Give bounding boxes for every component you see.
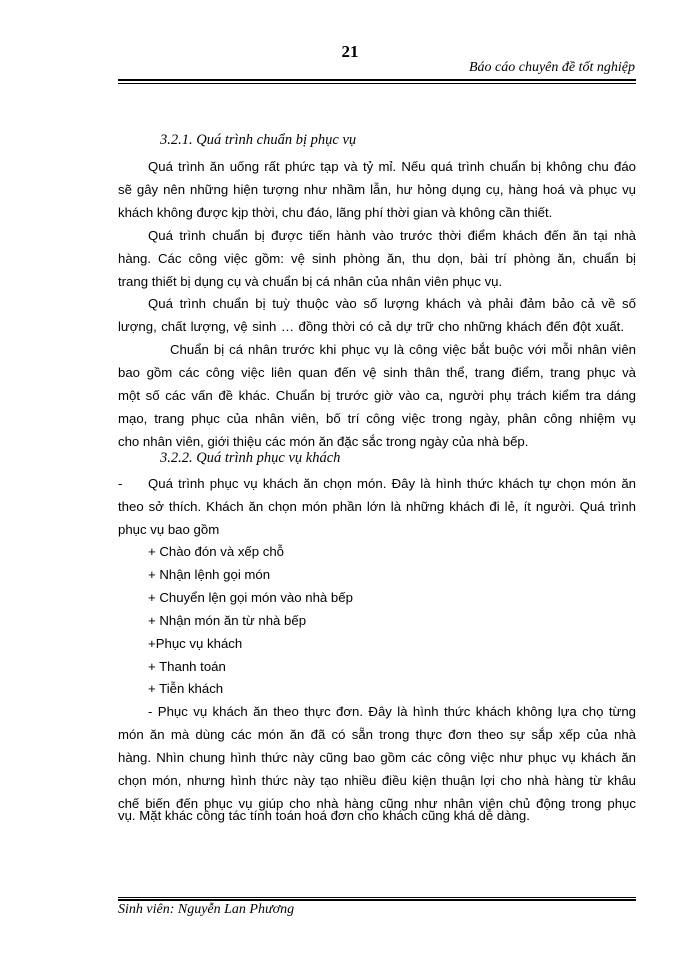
page-number: 21 <box>341 42 359 61</box>
paragraph-line: phục vụ bao gồm <box>118 522 220 537</box>
paragraph-line: Quá trình chuẩn bị được tiến hành vào trước thời điểm khách đến ăn tại nhà <box>148 228 636 243</box>
paragraph-line: cho nhân viên, giới thiệu các món ăn đặc sắc trong ngày của nhà bếp. <box>118 434 529 449</box>
footer-student: Sinh viên: Nguyễn Lan Phương <box>118 902 295 917</box>
list-item: + Chào đón và xếp chỗ <box>148 544 285 559</box>
paragraph-line: - Phục vụ khách ăn theo thực đơn. Đây là hình thức khách không lựa chọ từng <box>148 704 636 719</box>
list-item: + Thanh toán <box>148 659 226 674</box>
list-dash: - <box>118 476 123 491</box>
paragraph-line: hàng. Các công việc gồm: vệ sinh phòng ăn, thu dọn, bài trí phòng ăn, chuẩn bị <box>118 251 636 266</box>
list-item: + Chuyển lện gọi món vào nhà bếp <box>148 590 353 605</box>
paragraph-line: khách không được kịp thời, chu đáo, lãng phí thời gian và không cần thiết. <box>118 205 553 220</box>
paragraph-line: bao gồm các công việc liên quan đến vệ sinh thân thể, trang điểm, trang phục và <box>118 365 636 380</box>
paragraph-line: Quá trình chuẩn bị tuỳ thuộc vào số lượng khách và phải đảm bảo cả về số <box>148 296 636 311</box>
paragraph-line: trang thiết bị dụng cụ và chuẩn bị cá nhân của nhân viên phục vụ. <box>118 274 503 289</box>
paragraph-line: Quá trình ăn uống rất phức tạp và tỷ mỉ. Nếu quá trình chuẩn bị không chu đáo <box>148 159 636 174</box>
list-item: +Phục vụ khách <box>148 636 243 651</box>
paragraph-line: theo sở thích. Khách ăn chọn món phần lớn là những khách đi lẻ, ít người. Quá trình <box>118 499 636 514</box>
paragraph-line: lượng, chất lượng, vệ sinh … đồng thời có cả dự trữ cho những khách đến đột xuất. <box>118 319 624 334</box>
header-rule-thin <box>118 83 636 84</box>
list-item: + Nhận món ăn từ nhà bếp <box>148 613 307 628</box>
paragraph-line: mạo, trang phục của nhân viên, bố trí công việc trong ngày, phân công nhiệm vụ <box>118 411 636 426</box>
paragraph-line: Quá trình phục vụ khách ăn chọn món. Đây là hình thức khách tự chọn món ăn <box>148 476 636 491</box>
paragraph-line: sẽ gây nên những hiện tượng như nhầm lẫn, hư hỏng dụng cụ, hàng hoá và phục vụ <box>118 182 636 197</box>
paragraph-line: món ăn mà dùng các món ăn đã có sẵn trong thực đơn theo sự sắp xếp của nhà <box>118 727 636 742</box>
paragraph-line: chế biến đến phục vụ giúp cho nhà hàng cũng như nhân viên chủ động trong phục <box>118 796 636 811</box>
list-item: + Tiễn khách <box>148 681 224 696</box>
list-item: + Nhận lệnh gọi món <box>148 567 271 582</box>
section-321-heading: 3.2.1. Quá trình chuẩn bị phục vụ <box>160 132 357 148</box>
header-title: Báo cáo chuyên đề tốt nghiệp <box>468 60 635 75</box>
section-322-heading: 3.2.2. Quá trình phục vụ khách <box>160 450 341 466</box>
footer-rule <box>118 899 636 901</box>
header-rule <box>118 79 636 81</box>
paragraph-line: Chuẩn bị cá nhân trước khi phục vụ là công việc bắt buộc với mỗi nhân viên <box>170 342 636 357</box>
paragraph-line: một số các vấn đề khác. Chuẩn bị trước giờ vào ca, người phụ trách kiểm tra dáng <box>118 388 636 403</box>
paragraph-line: vụ. Mặt khác công tác tính toán hoá đơn cho khách cũng khá dễ dàng. <box>118 808 530 823</box>
paragraph-line: hàng. Nhìn chung hình thức này cũng bao gồm các công việc như phục vụ khách ăn <box>118 750 636 765</box>
footer-rule-thin <box>118 897 636 898</box>
paragraph-line: chọn món, nhưng hình thức này tạo nhiều điều kiện thuận lợi cho nhà hàng từ khâu <box>118 773 636 788</box>
